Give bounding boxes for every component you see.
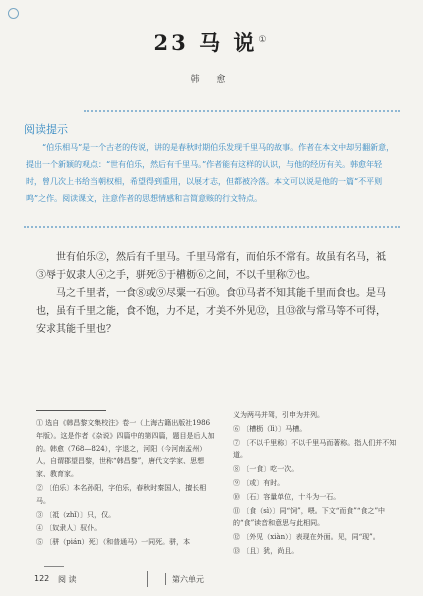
paragraph: 马之千里者，一食⑧或⑨尽粟一石⑩。食⑪马者不知其能千里而食也。是马也，虽有千里之能，食不饱，力不足，才美不外见⑫，且⑬欲与常马等不可得，安求其能千里也？	[36, 288, 386, 335]
title-footnote-mark: ①	[258, 35, 270, 45]
footer-divider	[147, 571, 148, 587]
title-text: 23 马 说	[153, 30, 258, 55]
divider	[24, 226, 400, 228]
footnote: ⑦ 〔不以千里称〕不以千里马而著称。指人们并不知道。	[233, 438, 397, 460]
main-text	[36, 249, 388, 339]
section-label: 阅 读	[58, 575, 77, 584]
author: 韩 愈	[190, 75, 233, 85]
footnote: ⑤ 〔骈（pián）死〕（和普通马）一同死。骈，本	[36, 538, 191, 547]
footnote: ④ 〔奴隶人〕驭仆。	[36, 524, 102, 533]
corner-circle-icon	[8, 8, 19, 19]
reading-guide-heading: 阅读提示	[24, 123, 68, 136]
footer-rule	[44, 566, 64, 567]
unit-label: 第六单元	[172, 575, 204, 584]
footnote: 义为两马并驾，引申为并列。	[233, 411, 324, 419]
footnote: ⑧ 〔一食〕吃一次。	[233, 465, 299, 474]
footnote: ⑥ 〔槽枥（lì）〕马槽。	[233, 424, 307, 433]
footnote: ② 〔伯乐〕本名孙阳，字伯乐，春秋时秦国人，擅长相马。	[36, 483, 207, 505]
reading-guide-text: “伯乐相马”是一个古老的传说，讲的是春秋时期伯乐发现千里马的故事。作者在本文中却另翻新意，提出一个新颖的观点：“世有伯乐，然后有千里马。”作者能有这样的认识，与他的经历有关。韩愈年轻时，曾几次上书给当朝权相，希望得到重用，以展才志，但都被冷落。本文可以说是他的一篇“不平则鸣”之作。阅读课文，注意作者的思想情感和言简意赅的行文特点。	[26, 143, 395, 203]
page-number: 122	[34, 574, 50, 583]
footer-divider	[165, 573, 166, 585]
footnote: ① 选自《韩昌黎文集校注》卷一（上海古籍出版社1986年版）。这是作者《杂说》四篇中的第四篇，题目是后人加的。韩愈（768—824），字退之，河阳（今河南孟州）人，自谓郡望昌黎，世称“韩昌黎”，唐代文学家、思想家、教育家。	[36, 419, 215, 479]
footnote: ⑪ 〔食（sì）〕同“饲”，喂。下文“而食”“食之”中的“食”读音和意思与此相同。	[233, 506, 386, 528]
footnote-rule	[36, 410, 106, 411]
reading-guide	[24, 104, 400, 228]
footnotes-right	[233, 409, 405, 559]
footnote: ⑬ 〔且〕犹，尚且。	[233, 546, 299, 555]
paragraph: 世有伯乐②，然后有千里马。千里马常有，而伯乐不常有。故虽有名马，祗③辱于奴隶人④之手，骈死⑤于槽枥⑥之间，不以千里称⑦也。	[36, 252, 386, 281]
footnotes-left	[36, 417, 216, 550]
divider	[84, 110, 400, 112]
footnote: ⑨ 〔或〕有时。	[233, 478, 285, 487]
lesson-title	[0, 27, 423, 57]
footnote: ③ 〔祗（zhǐ）〕只，仅。	[36, 510, 116, 519]
footnote: ⑫ 〔外见（xiàn）〕表现在外面。见，同“现”。	[233, 533, 380, 542]
footnote: ⑩ 〔石〕容量单位，十斗为一石。	[233, 492, 341, 501]
